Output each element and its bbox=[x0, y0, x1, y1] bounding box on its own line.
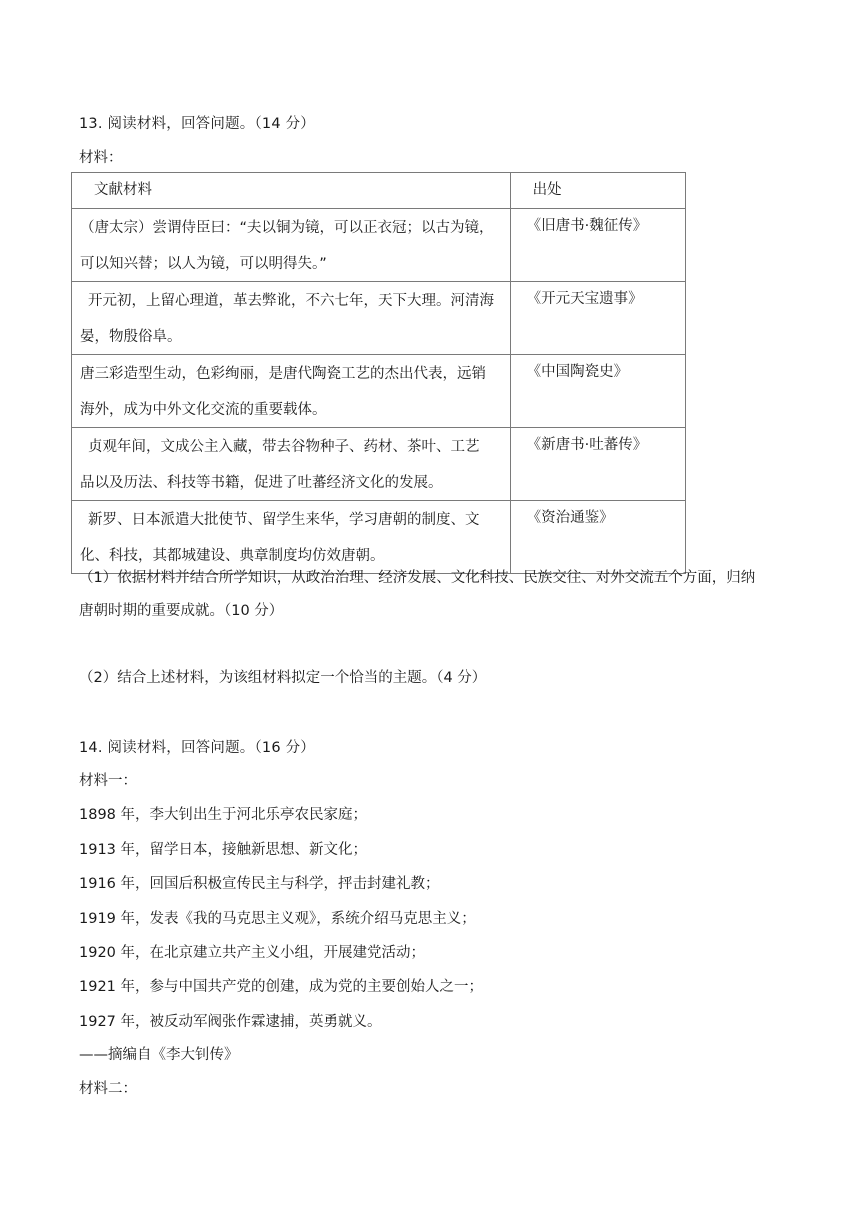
q13-source-table bbox=[71, 172, 686, 574]
q13-sub2: （2）结合上述材料，为该组材料拟定一个恰当的主题。（4 分） bbox=[79, 670, 487, 686]
row4-source: 《新唐书·吐蕃传》 bbox=[510, 428, 685, 501]
table-row bbox=[72, 209, 686, 282]
row4-line2: 品以及历法、科技等书籍，促进了吐蕃经济文化的发展。 bbox=[80, 475, 443, 491]
row1-line1: （唐太宗）尝谓侍臣曰：“夫以铜为镜，可以正衣冠；以古为镜， bbox=[80, 220, 494, 236]
table-row bbox=[72, 355, 686, 428]
timeline-item: 1916 年，回国后积极宣传民主与科学，抨击封建礼教； bbox=[79, 876, 440, 892]
q14-title: 14. 阅读材料，回答问题。（16 分） bbox=[79, 740, 315, 756]
table-row bbox=[72, 282, 686, 355]
q14-material1-label: 材料一： bbox=[79, 773, 137, 789]
row5-line1: 新罗、日本派遣大批使节、留学生来华，学习唐朝的制度、文 bbox=[88, 512, 480, 528]
row3-line1: 唐三彩造型生动，色彩绚丽，是唐代陶瓷工艺的杰出代表，远销 bbox=[80, 366, 486, 382]
row1-source: 《旧唐书·魏征传》 bbox=[510, 209, 685, 282]
row3-line2: 海外，成为中外文化交流的重要载体。 bbox=[80, 402, 327, 418]
row5-source: 《资治通鉴》 bbox=[510, 501, 685, 574]
q13-material-label: 材料： bbox=[79, 150, 123, 166]
row5-line2: 化、科技，其都城建设、典章制度均仿效唐朝。 bbox=[80, 548, 385, 564]
table-row bbox=[72, 428, 686, 501]
row4-line1: 贞观年间，文成公主入藏，带去谷物种子、药材、茶叶、工艺 bbox=[88, 439, 480, 455]
q14-citation: ——摘编自《李大钊传》 bbox=[79, 1047, 239, 1063]
row3-source: 《中国陶瓷史》 bbox=[510, 355, 685, 428]
row2-line1: 开元初，上留心理道，革去弊讹，不六七年，天下大理。河清海 bbox=[88, 293, 494, 309]
q13-sub1-line2: 唐朝时期的重要成就。（10 分） bbox=[79, 603, 284, 619]
timeline-item: 1919 年，发表《我的马克思主义观》，系统介绍马克思主义； bbox=[79, 911, 476, 927]
table-row bbox=[72, 501, 686, 574]
timeline-item: 1921 年，参与中国共产党的创建，成为党的主要创始人之一； bbox=[79, 979, 484, 995]
row2-line2: 晏，物殷俗阜。 bbox=[80, 329, 182, 345]
row2-source: 《开元天宝遗事》 bbox=[510, 282, 685, 355]
timeline-item: 1898 年，李大钊出生于河北乐亭农民家庭； bbox=[79, 807, 368, 823]
timeline-item: 1920 年，在北京建立共产主义小组，开展建党活动； bbox=[79, 945, 426, 961]
timeline-item: 1927 年，被反动军阀张作霖逮捕，英勇就义。 bbox=[79, 1014, 382, 1030]
row1-line2: 可以知兴替；以人为镜，可以明得失。” bbox=[80, 256, 327, 272]
q13-title: 13. 阅读材料，回答问题。（14 分） bbox=[79, 116, 315, 132]
timeline-item: 1913 年，留学日本，接触新思想、新文化； bbox=[79, 842, 368, 858]
q14-material2-label: 材料二： bbox=[79, 1081, 137, 1097]
table-header-source: 出处 bbox=[510, 173, 685, 209]
q13-sub1-line1: （1）依据材料并结合所学知识，从政治治理、经济发展、文化科技、民族交往、对外交流五个方面，归纳 bbox=[79, 570, 756, 586]
table-header-row bbox=[72, 173, 686, 209]
table-header-material: 文献材料 bbox=[72, 173, 511, 209]
